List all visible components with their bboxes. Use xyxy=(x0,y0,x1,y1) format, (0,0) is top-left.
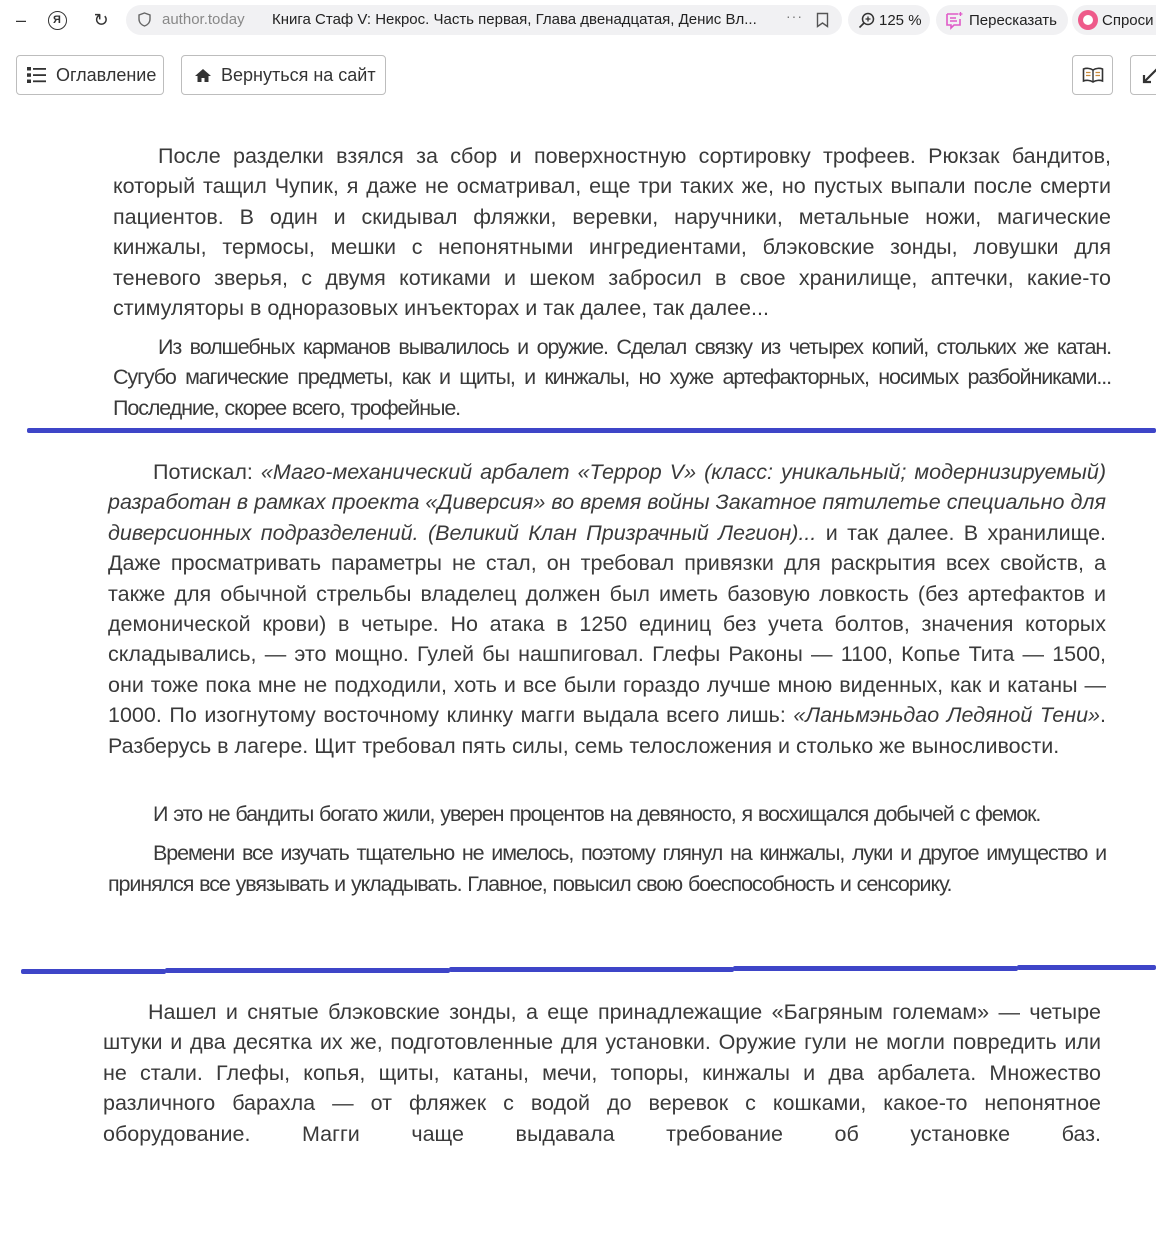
paragraph: Из волшебных карманов вывалилось и оружие. Сделал связку из четырех копий, стольких же катан. Сугубо магические предметы, как и щиты, и кинжалы, но хуже артефакторных, носимых разбойниками... Последние, скорее всего, трофейные. xyxy=(113,335,1111,420)
zoom-in-icon xyxy=(858,12,875,29)
paragraph: После разделки взялся за сбор и поверхностную сортировку трофеев. Рюкзак бандитов, который тащил Чупик, я даже не осматривал, еще три таких же, но пустых выпали после смерти пациентов. В один и скидывал фляжки, веревки, наручники, метальные ножи, магические кинжалы, термосы, мешки с непонятными ингредиентами, блэковские зонды, ловушки для теневого зверья, с двумя котиками и шеком забросил в свое хранилище, аптечки, какие-то стимуляторы в одноразовых инъекторах и так далее, так далее... xyxy=(113,144,1111,321)
ask-alice-button[interactable] xyxy=(1072,5,1156,35)
table-of-contents-button[interactable] xyxy=(16,55,164,95)
paragraph: Нашел и снятые блэковские зонды, а еще принадлежащие «Багряным големам» — четыре штуки и два десятка их же, подготовленные для установки. Оружие гули не могли повредить или не стали. Глефы, копья, щиты, катаны, мечи, топоры, кинжалы и два арбалета. Множество различного барахла — от фляжек с водой до веревок с кошками, какое-то непонятное оборудование. Магги чаще выдавала требование об установке баз. xyxy=(103,1000,1101,1146)
paragraph-end: . Разберусь в лагере. Щит требовал пять силы, семь телосложения и столько же выносливости. xyxy=(108,703,1106,758)
minimize-button[interactable] xyxy=(14,8,28,32)
highlight-separator xyxy=(165,968,450,973)
alice-icon xyxy=(1078,10,1098,30)
yandex-home-button[interactable] xyxy=(46,8,68,32)
item-description: «Маго-механический арбалет «Террор V» (класс: уникальный; модернизируемый) разработан в рамках проекта «Диверсия» во время войны Закатное пятилетье специально для диверсионных подразделений. (Великий Клан Призрачный Легион)... xyxy=(108,460,1106,545)
item-name: «Ланьмэньдао Ледяной Тени» xyxy=(793,703,1101,728)
address-domain: author.today xyxy=(162,11,245,28)
text-block-1 xyxy=(113,141,1111,332)
highlight-separator xyxy=(1017,965,1156,970)
home-icon xyxy=(194,68,212,83)
paragraph-lead: Потискал: xyxy=(153,460,261,484)
yandex-logo-icon: Я xyxy=(48,11,67,30)
toc-label: Оглавление xyxy=(56,64,157,85)
minimize-icon: – xyxy=(15,9,26,30)
browser-toolbar xyxy=(0,0,1156,40)
shield-icon xyxy=(138,12,151,27)
reload-icon: ↻ xyxy=(93,9,109,30)
more-icon[interactable]: ··· xyxy=(786,8,803,24)
back-to-site-button[interactable] xyxy=(181,55,386,95)
retell-icon xyxy=(945,11,964,30)
paragraph xyxy=(108,457,1106,761)
zoom-level: 125 % xyxy=(879,11,922,29)
paragraph: Времени все изучать тщательно не имелось, поэтому глянул на кинжалы, луки и другое имущество и принялся все увязывать и укладывать. Главное, повысил свою боеспособность и сенсорику. xyxy=(108,841,1106,896)
address-bar[interactable] xyxy=(126,5,842,35)
fullscreen-button[interactable] xyxy=(1130,55,1156,95)
paragraph-body: и так далее. В хранилище. Даже просматривать параметры не стал, он требовал привязки для раскрытия всех свойств, а также для обычной стрельбы владелец должен был иметь базовую ловкость (без артефактов и демонической крови) в четыре. Но атака в 1250 единиц без учета болтов, значения которых складывались, — это мощно. Гулей бы нашпиговал. Глефы Раконы — 1100, Копье Тита — 1500, они тоже пока мне не подходили, хоть и все были гораздо лучше мною виденных, как и катаны — 1000. По изогнутому восточному клинку магги выдала всего лишь: xyxy=(108,520,1107,728)
text-block-3 xyxy=(108,457,1106,770)
highlight-separator xyxy=(21,969,166,974)
reading-mode-button[interactable] xyxy=(1072,55,1113,95)
text-block-2 xyxy=(113,332,1111,432)
text-block-4 xyxy=(108,799,1106,908)
highlight-separator xyxy=(449,967,734,972)
list-icon xyxy=(27,66,47,84)
paragraph: И это не бандиты богато жили, уверен процентов на девяносто, я восхищался добычей с фемок. xyxy=(153,802,1041,826)
expand-icon xyxy=(1142,66,1156,84)
open-book-icon xyxy=(1082,67,1104,83)
retell-button[interactable] xyxy=(936,5,1068,35)
text-block-5 xyxy=(103,997,1101,1158)
bookmark-icon[interactable] xyxy=(816,12,829,28)
page-title: Книга Стаф V: Некрос. Часть первая, Глава двенадцатая, Денис Вл... xyxy=(272,11,757,28)
highlight-separator xyxy=(733,966,1018,971)
ask-label: Спроси xyxy=(1102,11,1154,29)
retell-label: Пересказать xyxy=(969,11,1057,29)
highlight-separator xyxy=(27,428,1156,433)
back-label: Вернуться на сайт xyxy=(221,64,376,85)
zoom-button[interactable] xyxy=(848,5,930,35)
reload-button[interactable] xyxy=(90,8,112,32)
